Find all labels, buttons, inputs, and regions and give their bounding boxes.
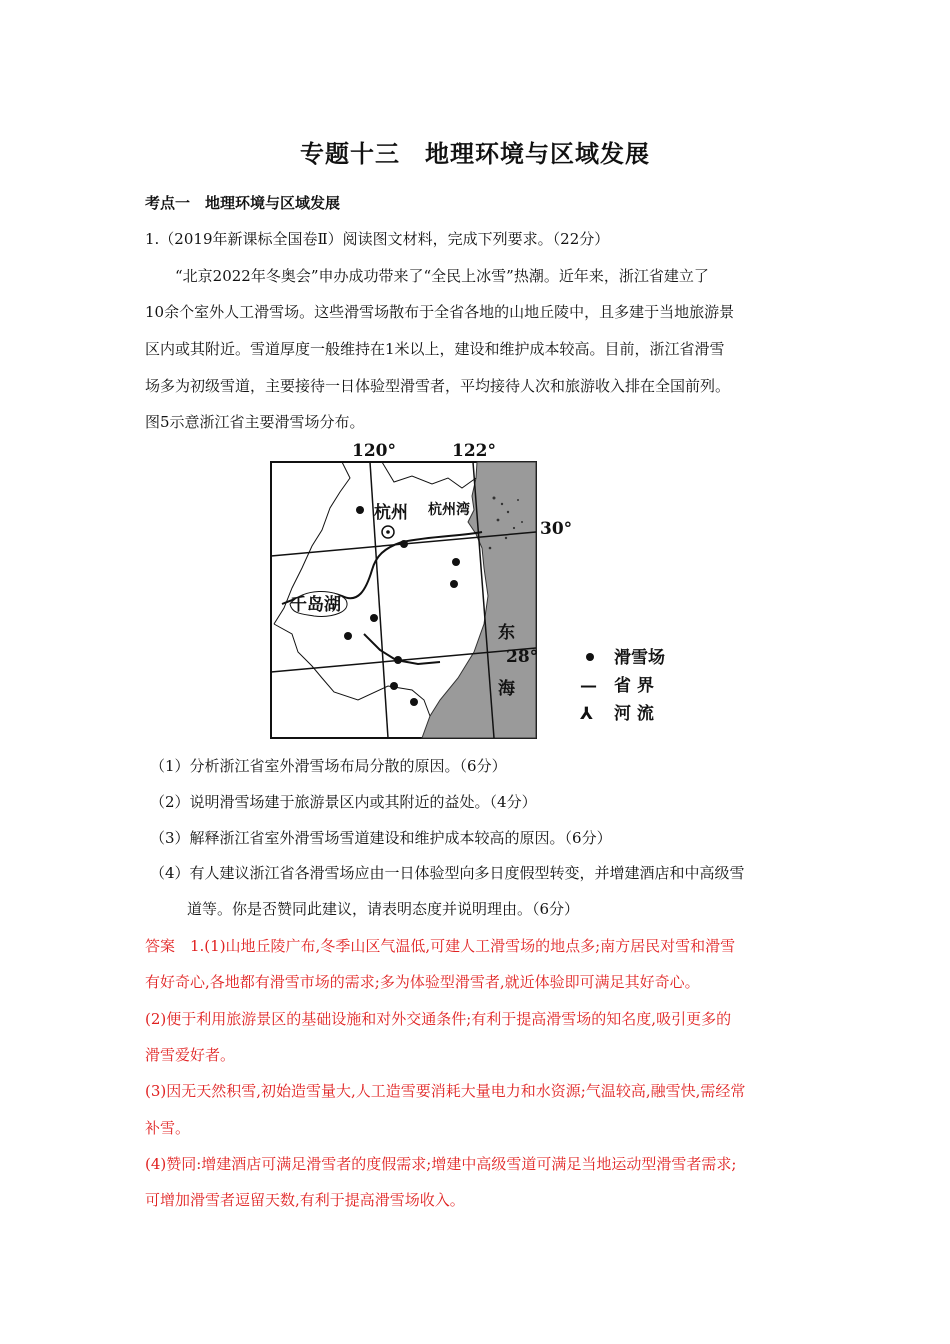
lat-label-28: 28° — [506, 647, 539, 667]
material-line: 场多为初级雪道，主要接待一日体验型滑雪者，平均接待人次和旅游收入排在全国前列。 — [145, 377, 731, 395]
qiandao-lake-label: 千岛湖 — [290, 595, 341, 615]
legend-ski-dot — [586, 653, 594, 661]
sub-question: （1）分析浙江省室外滑雪场布局分散的原因。（6分） — [150, 757, 507, 775]
east-sea-label: 海 — [498, 679, 515, 699]
legend-border-symbol: — — [580, 676, 597, 696]
east-sea-label: 东 — [498, 623, 515, 643]
answer-line: (2)便于利用旅游景区的基础设施和对外交通条件;有利于提高滑雪场的知名度,吸引更多的 — [145, 1010, 732, 1028]
material-line: 图5示意浙江省主要滑雪场分布。 — [145, 413, 365, 431]
legend-river-symbol: ⅄ — [580, 704, 593, 724]
material-line: 10余个室外人工滑雪场。这些滑雪场散布于全省各地的山地丘陵中，且多建于当地旅游景 — [145, 303, 735, 321]
ski-resort-dot — [410, 698, 418, 706]
material-line: “北京2022年冬奥会”申办成功带来了“全民上冰雪”热潮。近年来，浙江省建立了 — [175, 267, 709, 285]
map-legend — [580, 647, 665, 724]
ski-resort-dot — [400, 540, 408, 548]
lat-label-30: 30° — [540, 519, 573, 539]
hangzhou-bay-label: 杭州湾 — [428, 502, 470, 518]
question-header: 1.（2019年新课标全国卷Ⅱ）阅读图文材料，完成下列要求。（22分） — [145, 230, 610, 248]
sub-question: （4）有人建议浙江省各滑雪场应由一日体验型向多日度假型转变，并增建酒店和中高级雪 — [150, 864, 745, 882]
answer-line: (3)因无天然积雪,初始造雪量大,人工造雪要消耗大量电力和水资源;气温较高,融雪快,需经常 — [145, 1082, 746, 1100]
ski-resort-dot — [390, 682, 398, 690]
sub-question: （2）说明滑雪场建于旅游景区内或其附近的益处。（4分） — [150, 793, 537, 811]
page-title: 专题十三 地理环境与区域发展 — [300, 140, 650, 168]
ski-resort-dot — [394, 656, 402, 664]
answer-line: (4)赞同:增建酒店可满足滑雪者的度假需求;增建中高级雪道可满足当地运动型滑雪者需求; — [145, 1155, 737, 1173]
hangzhou-label: 杭州 — [374, 503, 408, 523]
answer-line: 答案 1.(1)山地丘陵广布,冬季山区气温低,可建人工滑雪场的地点多;南方居民对雪和滑雪 — [145, 937, 736, 955]
sub-question-cont: 道等。你是否赞同此建议，请表明态度并说明理由。（6分） — [187, 900, 580, 918]
sub-question: （3）解释浙江省室外滑雪场雪道建设和维护成本较高的原因。（6分） — [150, 829, 612, 847]
ski-resort-dot — [344, 632, 352, 640]
legend-border-label: 省 界 — [614, 676, 654, 696]
answer-line: 可增加滑雪者逗留天数,有利于提高滑雪场收入。 — [145, 1191, 465, 1209]
ski-resort-dot — [450, 580, 458, 588]
legend-river-label: 河 流 — [614, 704, 654, 724]
legend-ski-label: 滑雪场 — [614, 648, 665, 668]
answer-line: 补雪。 — [145, 1119, 191, 1137]
lon-label-120: 120° — [352, 441, 396, 461]
ski-resort-dot — [452, 558, 460, 566]
material-line: 区内或其附近。雪道厚度一般维持在1米以上，建设和维护成本较高。目前，浙江省滑雪 — [145, 340, 725, 358]
zhejiang-ski-map — [262, 438, 692, 743]
answer-line: 有好奇心,各地都有滑雪市场的需求;多为体验型滑雪者,就近体验即可满足其好奇心。 — [145, 973, 700, 991]
ski-resort-dot — [370, 614, 378, 622]
lon-label-122: 122° — [452, 441, 496, 461]
ski-resort-dot — [356, 506, 364, 514]
section-heading: 考点一 地理环境与区域发展 — [145, 194, 341, 212]
answer-line: 滑雪爱好者。 — [145, 1046, 236, 1064]
